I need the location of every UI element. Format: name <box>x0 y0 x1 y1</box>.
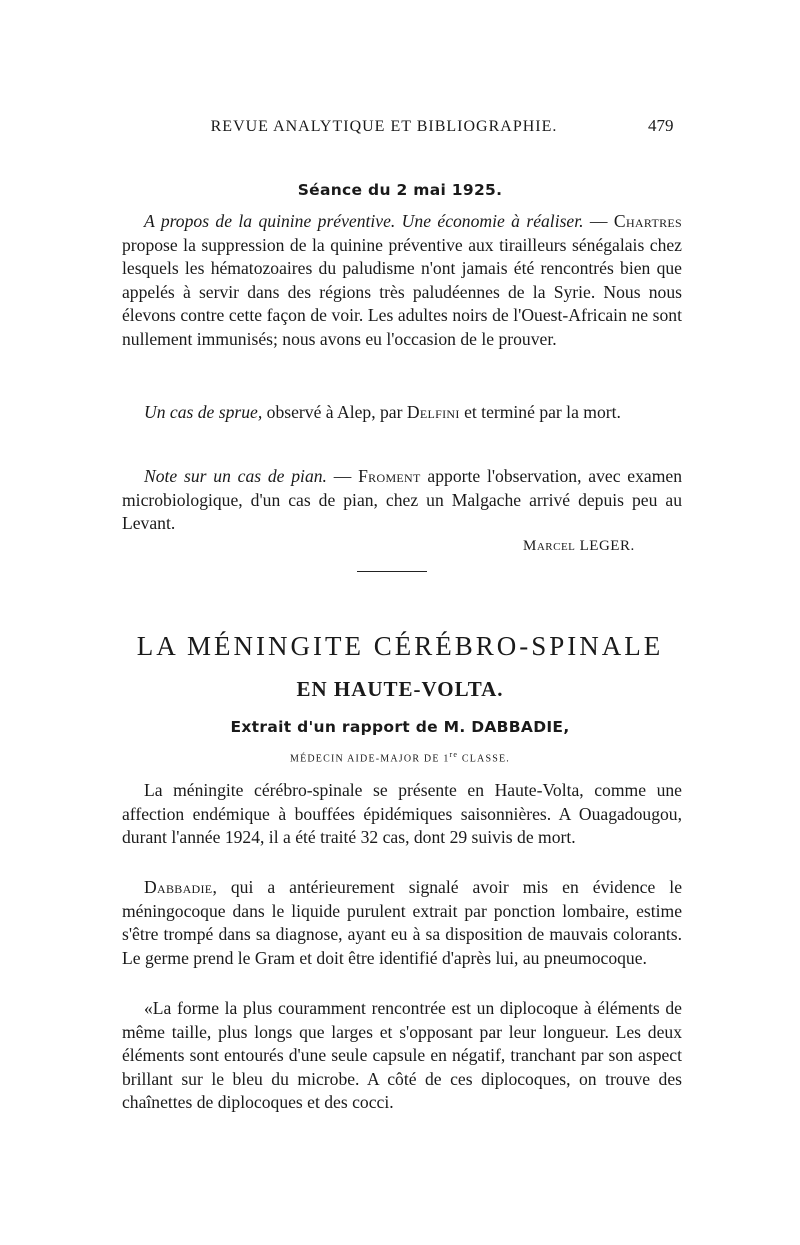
paragraph-text: , qui a antérieurement signalé avoir mis en évidence le méningocoque dans le liquide purulent extrait par ponction lombaire, estime s'être trompé dans sa diagnose, ayant eu à sa disposition de mauvais colorants. Le germe prend le Gram et doit être identifié d'après lui, au pneumocoque. <box>122 877 682 968</box>
article-title: LA MÉNINGITE CÉRÉBRO-SPINALE <box>136 631 664 661</box>
page-number: 479 <box>648 116 674 135</box>
author-chartres: Chartres <box>613 211 683 231</box>
topic-pian: Note sur un cas de pian. <box>144 466 327 486</box>
rank-text: CLASSE. <box>458 753 510 765</box>
seance-paragraph-pian <box>122 465 682 536</box>
author-froment: Froment <box>358 466 421 486</box>
article-subtitle: EN HAUTE-VOLTA. <box>296 677 504 701</box>
paragraph-text: La méningite cérébro-spinale se présente en Haute-Volta, comme une affection endémique à bouffées épidémiques saisonnières. A Ouagadougou, durant l'année 1924, il a été traité 32 cas, dont 29 suivis de mort. <box>122 780 682 848</box>
author-dabbadie: Dabbadie <box>144 877 213 897</box>
section-separator <box>357 571 427 572</box>
author-rank <box>0 750 800 764</box>
author-delfini: Delfini <box>406 402 460 422</box>
topic-quinine: A propos de la quinine préventive. Une économie à réaliser. <box>144 211 584 231</box>
dash: — <box>326 466 359 486</box>
article-paragraph-1 <box>122 779 682 850</box>
topic-sprue: Un cas de sprue, <box>144 402 263 422</box>
paragraph-text: observé à Alep, par <box>262 402 407 422</box>
article-extract-line: Extrait d'un rapport de M. DABBADIE, <box>230 718 570 736</box>
session-title: Séance du 2 mai 1925. <box>297 181 503 199</box>
dash: — <box>583 211 614 231</box>
paragraph-text: apporte l'observation, avec examen microbiologique, d'un cas de pian, chez un Malgache arrivé depuis peu au Levant. <box>122 466 682 534</box>
paragraph-text: propose la suppression de la quinine préventive aux tirailleurs sénégalais chez lesquels les hématozoaires du paludisme n'ont jamais été rencontrés bien que appelés à servir dans des régions très paludéennes de la Syrie. Nous nous élevons contre cette façon de voir. Les adultes noirs de l'Ouest-Africain ne sont nullement immunisés; nous avons eu l'occasion de le prouver. <box>122 234 682 349</box>
article-paragraph-2 <box>122 876 682 970</box>
rank-superscript: re <box>449 750 459 759</box>
article-paragraph-3 <box>122 997 682 1115</box>
running-head: REVUE ANALYTIQUE ET BIBLIOGRAPHIE. <box>210 118 558 135</box>
paragraph-text: et terminé par la mort. <box>459 402 621 422</box>
paragraph-text: «La forme la plus couramment rencontrée est un diplocoque à éléments de même taille, plus longs que larges et s'opposant par leur longueur. Les deux éléments sont entourés d'une seule capsule en négatif, tranchant par son aspect brillant sur le bleu du microbe. A côté de ces diplocoques, on trouve des chaînettes de diplocoques et des cocci. <box>122 998 682 1113</box>
signature: Marcel LEGER. <box>523 538 635 554</box>
seance-paragraph-quinine <box>122 210 682 352</box>
seance-paragraph-sprue <box>122 401 682 425</box>
rank-text: MÉDECIN AIDE-MAJOR DE 1 <box>289 753 450 765</box>
